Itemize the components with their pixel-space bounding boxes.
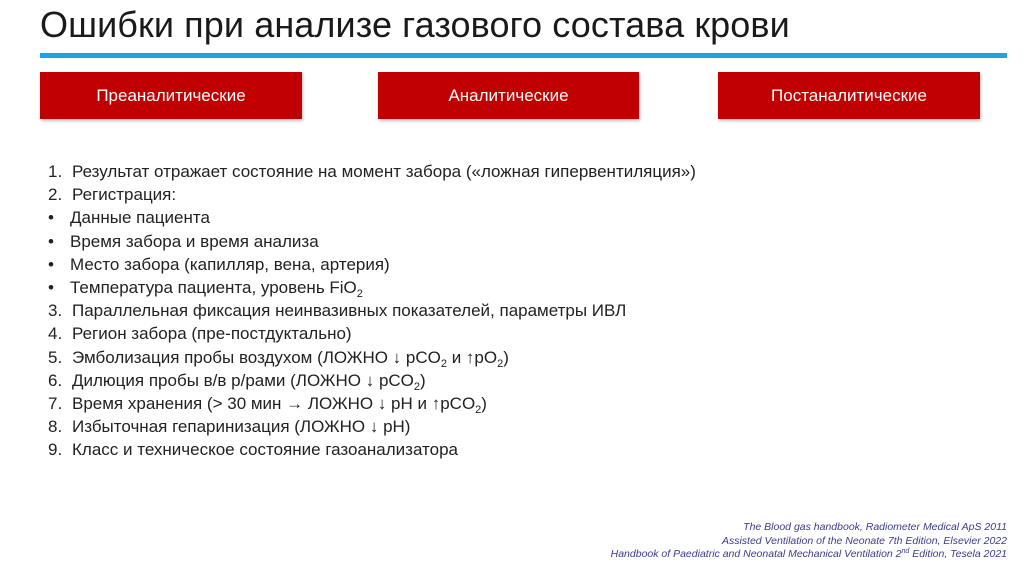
subscript: 2 (475, 404, 482, 417)
list-item-text: Место забора (капилляр, вена, артерия) (70, 254, 390, 274)
tab-preanalytical[interactable] (40, 72, 302, 119)
list-item-text-end: ) (420, 370, 426, 390)
subscript: 2 (497, 357, 504, 370)
list-number: 8. (48, 417, 63, 437)
reference-2: Assisted Ventilation of the Neonate 7th Edition, Elsevier 2022 (721, 534, 1007, 547)
list-number: 7. (48, 394, 63, 414)
tab-analytical-label: Аналитические (448, 85, 569, 105)
tab-postanalytical[interactable] (718, 72, 980, 119)
list-item-text-end: ) (481, 394, 487, 414)
bullet-icon: • (48, 231, 54, 251)
list-item (48, 253, 696, 276)
list-item (48, 369, 696, 392)
list-item (48, 206, 696, 229)
list-item-text: Эмболизация пробы воздухом (ЛОЖНО ↓ pCO (72, 347, 441, 367)
reference-3 (611, 548, 1007, 562)
list-item (48, 276, 696, 299)
superscript: nd (901, 548, 910, 555)
list-number: 5. (48, 347, 63, 367)
list-item (48, 160, 696, 183)
list-item (48, 346, 696, 369)
list-item-text: Регистрация: (72, 185, 177, 205)
list-item-text: Регион забора (пре-постдуктально) (72, 324, 352, 344)
page-title: Ошибки при анализе газового состава крови (40, 4, 790, 45)
list-item-text: Данные пациента (70, 208, 210, 228)
list-item-text: Избыточная гепаринизация (ЛОЖНО ↓ pH) (72, 417, 411, 437)
list-item (48, 438, 696, 461)
list-item (48, 415, 696, 438)
list-number: 3. (48, 301, 63, 321)
error-list (48, 160, 696, 462)
reference-3-text-end: Edition, Tesela 2021 (909, 548, 1007, 560)
tab-preanalytical-label: Преаналитические (96, 85, 246, 105)
subscript: 2 (440, 357, 447, 370)
list-item-text: Класс и техническое состояние газоанализатора (72, 440, 459, 460)
list-number: 6. (48, 370, 63, 390)
list-item (48, 392, 696, 415)
list-item-text-cont: и ↑pO (446, 347, 498, 367)
list-number: 1. (48, 162, 63, 181)
bullet-icon: • (48, 254, 54, 274)
list-item-text: Дилюция пробы в/в р/рами (ЛОЖНО ↓ pCO (72, 370, 414, 390)
list-number: 9. (48, 440, 63, 460)
bullet-icon: • (48, 208, 54, 228)
list-item-text: Результат отражает состояние на момент забора («ложная гипервентиляция») (72, 162, 696, 181)
bullet-icon: • (48, 278, 54, 298)
list-item-text: Время хранения (> 30 мин → ЛОЖНО ↓ pH и ↑pCO (72, 394, 476, 414)
references (611, 521, 1007, 562)
reference-3-text: Handbook of Paediatric and Neonatal Mechanical Ventilation 2 (610, 548, 902, 560)
list-item (48, 230, 696, 253)
list-item-text: Температура пациента, уровень FiO (70, 278, 357, 298)
list-item (48, 299, 696, 322)
subscript: 2 (413, 380, 421, 393)
subscript: 2 (356, 288, 363, 301)
list-item-text: Параллельная фиксация неинвазивных показателей, параметры ИВЛ (72, 301, 627, 321)
tab-postanalytical-label: Постаналитические (771, 85, 927, 105)
list-item-text-end: ) (503, 347, 509, 367)
title-underline (40, 53, 1007, 58)
list-item (48, 183, 696, 206)
list-item (48, 322, 696, 345)
tab-analytical[interactable] (378, 72, 639, 119)
list-item-text: Время забора и время анализа (70, 231, 319, 251)
list-number: 2. (48, 185, 63, 205)
list-number: 4. (48, 324, 63, 344)
reference-1: The Blood gas handbook, Radiometer Medical ApS 2011 (743, 521, 1007, 533)
